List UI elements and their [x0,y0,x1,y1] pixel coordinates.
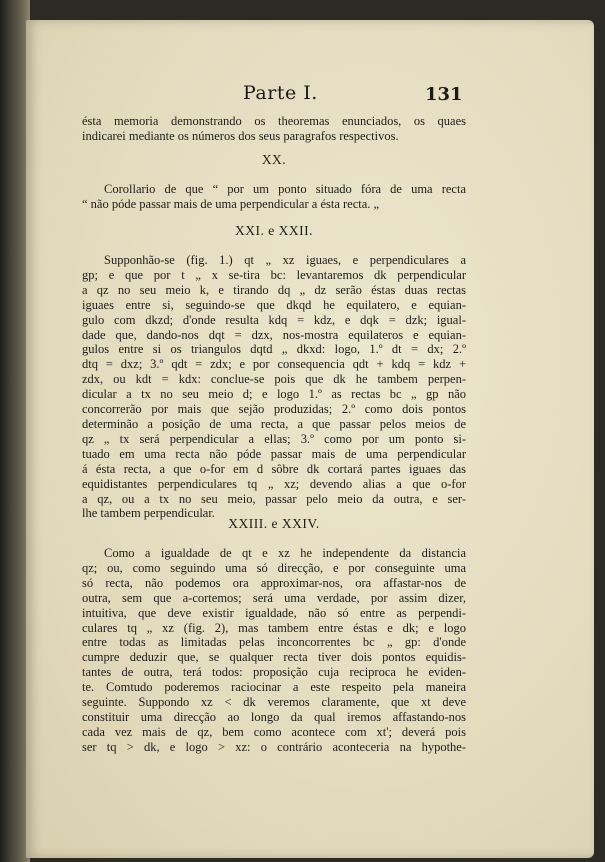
text-line: dade que, dando-nos dqt = dzx, nos-mostra equilateros e equian- [82,327,466,342]
text-line: dtq = dxz; 3.º qdt = zdx; e por consequencia qdt + kdq = kdz + [82,357,466,372]
text-line: tantes de outra, terá todos: proposição cuja reciproca he eviden- [82,665,466,680]
text-line: gulos entre si os triangulos dqtd „ dkxd: logo, 1.º dt = dx; 2.º [82,342,466,357]
text-line: dicular a tx no seu meio d; e logo 1.º as rectas bc „ gp não [82,387,466,402]
text-line: seguinte. Suppondo xz < dk veremos claramente, que xt deve [82,695,466,710]
section-xx-paragraph [82,182,466,212]
text-line: zdx, ou kdt = kdx: conclue-se pois que dk he tambem perpen- [82,372,466,387]
text-line: qz „ tx será perpendicular a ellas; 3.º como por um ponto si- [82,431,466,446]
text-line: determinão a posição de uma recta, a que passar pelos meios de [82,416,466,431]
text-line: equidistantes perpendiculares tq „ xz; devendo alias a que o-for [82,476,466,491]
text-line: qz; ou, como seguindo uma só direcção, e por conseguinte uma [82,560,466,575]
text-line: Como a igualdade de qt e xz he independente da distancia [104,546,466,560]
text-line: cumpre deduzir que, se qualquer recta tiver dois pontos equidis- [82,650,466,665]
text-line: só recta, não podemos ora approximar-nos, ora affastar-nos de [82,575,466,590]
section-heading-xxi-xxii: XXI. e XXII. [235,223,313,238]
text-line: intuitiva, que deve existir igualdade, não só entre as perpendi- [82,605,466,620]
book-page [26,20,594,858]
text-line: ésta memoria demonstrando os theoremas enunciados, os quaes [82,114,466,128]
section-xxi-paragraph [82,253,466,521]
text-line: a qz, ou a tx no seu meio, passar pelo meio da outra, e ser- [82,491,466,506]
text-line: “ não póde passar mais de uma perpendicular a ésta recta. „ [82,196,380,211]
page-number: 131 [425,84,463,105]
text-line: constituir uma direcção ao longo da qual iremos affastando-nos [82,709,466,724]
text-line: iguaes entre si, seguindo-se que dkqd he equilatero, e equian- [82,297,466,312]
section-xxiii-paragraph [82,546,466,755]
opening-paragraph [82,114,466,144]
running-head: Parte I. [243,82,318,104]
text-line: te. Comtudo poderemos raciocinar a este respeito pela maneira [82,680,466,695]
text-line: outra, sem que a-cortemos; será uma verdade, por assim dizer, [82,590,466,605]
section-heading-xxiii-xxiv: XXIII. e XXIV. [228,516,320,531]
text-line: a qz no seu meio k, e tirando dq „ dz serão éstas duas rectas [82,282,466,297]
text-line: lhe tambem perpendicular. [82,506,215,521]
text-line: tuado em uma recta não póde passar mais de uma perpendicular [82,446,466,461]
text-line: entre todas as limitadas pelas inconcorrentes bc „ gp: d'onde [82,635,466,650]
section-heading-xx: XX. [261,152,287,167]
text-line: cada vez mais de qz, bem como acontece com xt'; deverá pois [82,724,466,739]
text-line: Supponhão-se (fig. 1.) qt „ xz iguaes, e perpendiculares a [104,253,466,267]
text-line: Corollario de que “ por um ponto situado fóra de uma recta [104,182,466,196]
page-header [26,82,594,110]
text-line: concorrerão por mais que sejão produzidas; 2.º como dois pontos [82,402,466,417]
text-line: ser tq > dk, e logo > xz: o contrário aconteceria na hypothe- [82,739,466,754]
text-line: gp; e que por t „ x se-tira bc: levantaremos dk perpendicular [82,267,466,282]
text-line: culares tq „ xz (fig. 2), mas tambem entre éstas e dk; e logo [82,620,466,635]
text-line: gulo com dkzd; d'onde resulta kdq = kdz, e dqk = dzk; igual- [82,312,466,327]
text-line: á ésta recta, a que o-for em d sôbre dk cortará partes iguaes das [82,461,466,476]
text-line: indicarei mediante os números dos seus paragrafos respectivos. [82,128,399,143]
